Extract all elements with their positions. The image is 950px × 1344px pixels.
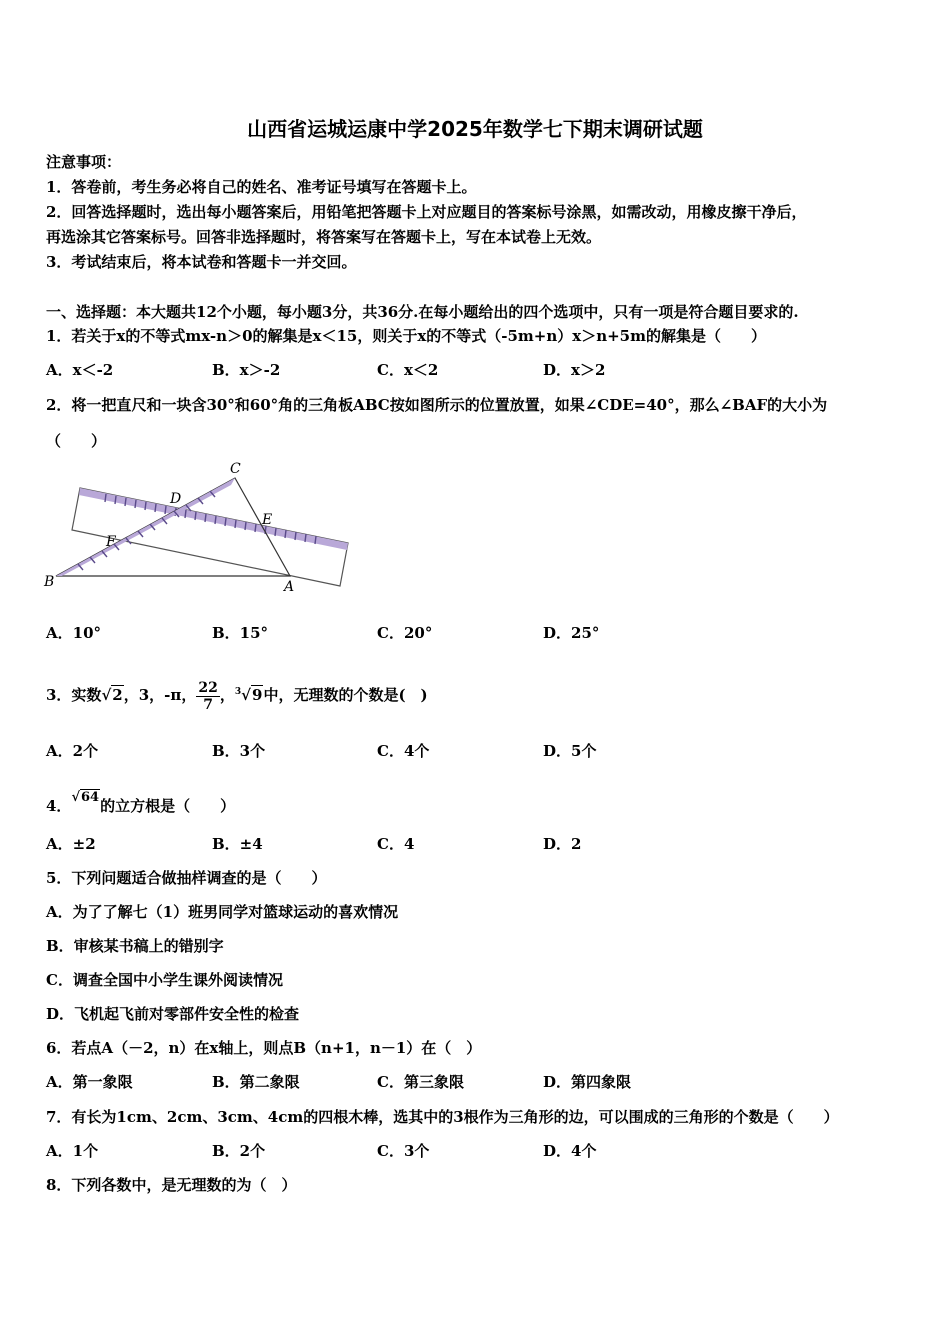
question-8-stem: 8．下列各数中，是无理数的为（ ） xyxy=(46,1176,297,1194)
notice-item-2: 2．回答选择题时，选出每小题答案后，用铅笔把答题卡上对应题目的答案标号涂黑，如需改动，用橡皮擦干净后， xyxy=(46,203,807,221)
question-5-stem: 5．下列问题适合做抽样调查的是（ ） xyxy=(46,869,327,887)
q4-option-c: C．4 xyxy=(377,835,415,853)
q1-option-b: B．x＞-2 xyxy=(212,361,281,379)
question-6-stem: 6．若点A（－2，n）在x轴上，则点B（n+1，n－1）在（ ） xyxy=(46,1039,482,1057)
q4-option-d: D．2 xyxy=(543,835,582,853)
question-3-stem xyxy=(46,670,428,717)
q5-option-d: D．飞机起飞前对零部件安全性的检查 xyxy=(46,1005,300,1023)
q3-option-d: D．5个 xyxy=(543,742,597,760)
q4-prefix: 4． xyxy=(46,797,72,815)
sqrt-64: √64 xyxy=(71,790,100,805)
q3-mid: ，3，-π， xyxy=(123,686,197,704)
notice-heading: 注意事项： xyxy=(46,153,122,171)
ruler-triangle-figure xyxy=(40,458,360,598)
q1-option-c: C．x＜2 xyxy=(377,361,439,379)
fraction-22-7: $\frac{22}{7}$ xyxy=(198,679,218,713)
q7-option-c: C．3个 xyxy=(377,1142,430,1160)
q4-suffix: 的立方根是（ ） xyxy=(100,797,236,815)
q5-option-b: B．审核某书稿上的错别字 xyxy=(46,937,224,955)
q7-option-a: A．1个 xyxy=(46,1142,99,1160)
q2-option-c: C．20° xyxy=(377,624,433,642)
q4-option-a: A．±2 xyxy=(46,835,96,853)
section-heading: 一、选择题：本大题共12个小题，每小题3分，共36分.在每小题给出的四个选项中，只有一项是符合题目要求的. xyxy=(46,303,799,321)
label-c: C xyxy=(230,461,241,477)
q3-prefix: 3．实数 xyxy=(46,686,102,704)
question-2-stem: 2．将一把直尺和一块含30°和60°角的三角板ABC按如图所示的位置放置，如果∠CDE=40°，那么∠BAF的大小为 xyxy=(46,396,828,414)
q1-option-d: D．x＞2 xyxy=(543,361,606,379)
q4-option-b: B．±4 xyxy=(212,835,263,853)
label-d: D xyxy=(170,491,182,507)
label-a: A xyxy=(284,579,295,595)
label-f: F xyxy=(106,534,116,550)
notice-item-1: 1．答卷前，考生务必将自己的姓名、准考证号填写在答题卡上。 xyxy=(46,178,477,196)
q2-option-a: A．10° xyxy=(46,624,102,642)
q7-option-b: B．2个 xyxy=(212,1142,266,1160)
q6-option-c: C．第三象限 xyxy=(377,1073,464,1091)
q6-option-d: D．第四象限 xyxy=(543,1073,632,1091)
q3-option-a: A．2个 xyxy=(46,742,99,760)
q7-option-d: D．4个 xyxy=(543,1142,597,1160)
q3-sep: ， xyxy=(219,686,235,704)
q6-option-a: A．第一象限 xyxy=(46,1073,133,1091)
q3-option-c: C．4个 xyxy=(377,742,430,760)
q3-suffix: 中，无理数的个数是( ) xyxy=(263,686,428,704)
q5-option-a: A．为了了解七（1）班男同学对篮球运动的喜欢情况 xyxy=(46,903,399,921)
q6-option-b: B．第二象限 xyxy=(212,1073,300,1091)
sqrt-2: √2 xyxy=(101,686,123,704)
question-4-stem xyxy=(46,778,235,826)
question-1-stem: 1．若关于x的不等式mx-n＞0的解集是x＜15，则关于x的不等式（-5m+n）x＞n+5m的解集是（ ） xyxy=(46,327,766,345)
q2-option-d: D．25° xyxy=(543,624,600,642)
question-7-stem: 7．有长为1cm、2cm、3cm、4cm的四根木棒，选其中的3根作为三角形的边，可以围成的三角形的个数是（ ） xyxy=(46,1108,839,1126)
q1-option-a: A．x＜-2 xyxy=(46,361,114,379)
notice-item-2-cont: 再选涂其它答案标号。回答非选择题时，将答案写在答题卡上，写在本试卷上无效。 xyxy=(46,228,602,246)
label-b: B xyxy=(44,574,55,590)
q5-option-c: C．调查全国中小学生课外阅读情况 xyxy=(46,971,283,989)
cube-root-9: $^3$√9 xyxy=(234,686,263,704)
page-title: 山西省运城运康中学2025年数学七下期末调研试题 xyxy=(247,117,703,141)
q3-option-b: B．3个 xyxy=(212,742,266,760)
question-2-stem-cont: （ ） xyxy=(46,432,107,450)
notice-item-3: 3．考试结束后，将本试卷和答题卡一并交回。 xyxy=(46,253,357,271)
q2-option-b: B．15° xyxy=(212,624,269,642)
label-e: E xyxy=(262,512,273,528)
